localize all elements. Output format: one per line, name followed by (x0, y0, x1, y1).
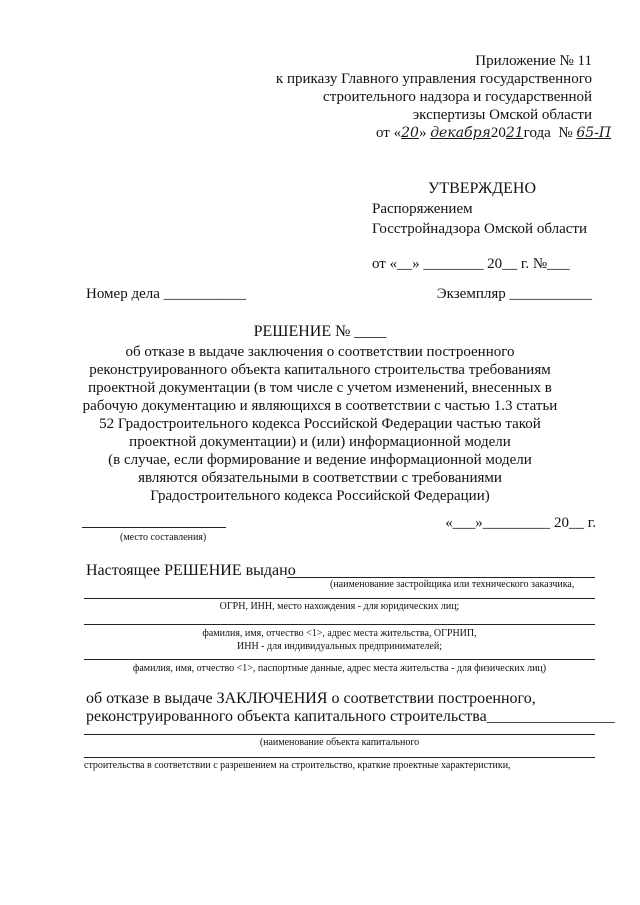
appendix-line: экспертизы Омской области (412, 107, 592, 123)
place-underline (82, 527, 226, 528)
refusal-line: реконструированного объекта капитального строительства________________ (86, 708, 615, 725)
decision-line: (в случае, если формирование и ведение информационной модели (108, 452, 532, 468)
issued-caption: фамилия, имя, отчество <1>, паспортные данные, адрес места жительства - для физических лиц) (132, 663, 547, 674)
decision-line: Градостроительного кодекса Российской Федерации) (150, 488, 490, 504)
approval-title: УТВЕРЖДЕНО (428, 180, 537, 197)
order-mid: » (418, 125, 427, 141)
form-line (84, 734, 595, 735)
decision-line: рабочую документацию и являющихся в соответствии с частью 1.3 статьи (82, 398, 558, 414)
approval-line: Госстройнадзора Омской области (372, 221, 587, 237)
appendix-line: к приказу Главного управления государственного (275, 71, 592, 87)
decision-date: «___»_________ 20__ г. (445, 515, 596, 531)
copy-number: Экземпляр ___________ (436, 286, 592, 302)
decision-line: проектной документации) и (или) информационной модели (129, 434, 511, 450)
order-date-line (376, 124, 611, 142)
decision-line: проектной документации (в том числе с учетом изменений, внесенных в (88, 380, 552, 396)
handwritten-order-no: 65-П (576, 125, 612, 141)
case-number: Номер дела ___________ (86, 286, 247, 302)
form-line (84, 598, 595, 599)
order-prefix: от « (376, 125, 402, 141)
order-year-suffix: года (523, 125, 551, 141)
place-caption: (место составления) (120, 532, 207, 543)
issued-underline (287, 577, 595, 578)
approval-date-line: от «__» ________ 20__ г. №___ (372, 256, 570, 272)
decision-line: 52 Градостроительного кодекса Российской Федерации частью такой (99, 416, 541, 432)
decision-line: об отказе в выдаче заключения о соответствии построенного (125, 344, 515, 360)
issued-caption: ИНН - для индивидуальных предпринимателей; (237, 641, 442, 652)
approval-line: Распоряжением (372, 201, 473, 217)
object-caption: (наименование объекта капитального (259, 737, 420, 748)
handwritten-month: декабря (430, 125, 491, 141)
decision-line: реконструированного объекта капитального строительства требованиям (89, 362, 551, 378)
appendix-line: строительного надзора и государственной (323, 89, 592, 105)
form-line (84, 624, 595, 625)
issued-caption: ОГРН, ИНН, место нахождения - для юридических лиц; (219, 601, 460, 612)
form-line (84, 659, 595, 660)
handwritten-day: 20 (401, 125, 419, 141)
form-line (84, 757, 595, 758)
handwritten-year: 21 (505, 125, 524, 141)
decision-line: являются обязательными в соответствии с требованиями (138, 470, 502, 486)
object-caption: строительства в соответствии с разрешением на строительство, краткие проектные характеристики, (84, 760, 511, 771)
order-year-prefix: 20 (490, 125, 506, 141)
appendix-title: Приложение № 11 (475, 53, 592, 69)
issued-caption: (наименование застройщика или технического заказчика, (330, 579, 575, 590)
issued-caption: фамилия, имя, отчество <1>, адрес места жительства, ОГРНИП, (202, 628, 477, 639)
refusal-line: об отказе в выдаче ЗАКЛЮЧЕНИЯ о соответствии построенного, (86, 690, 536, 707)
issued-label: Настоящее РЕШЕНИЕ выдано (86, 562, 296, 579)
order-no-prefix: № (558, 125, 573, 141)
decision-title: РЕШЕНИЕ № ____ (253, 323, 387, 340)
